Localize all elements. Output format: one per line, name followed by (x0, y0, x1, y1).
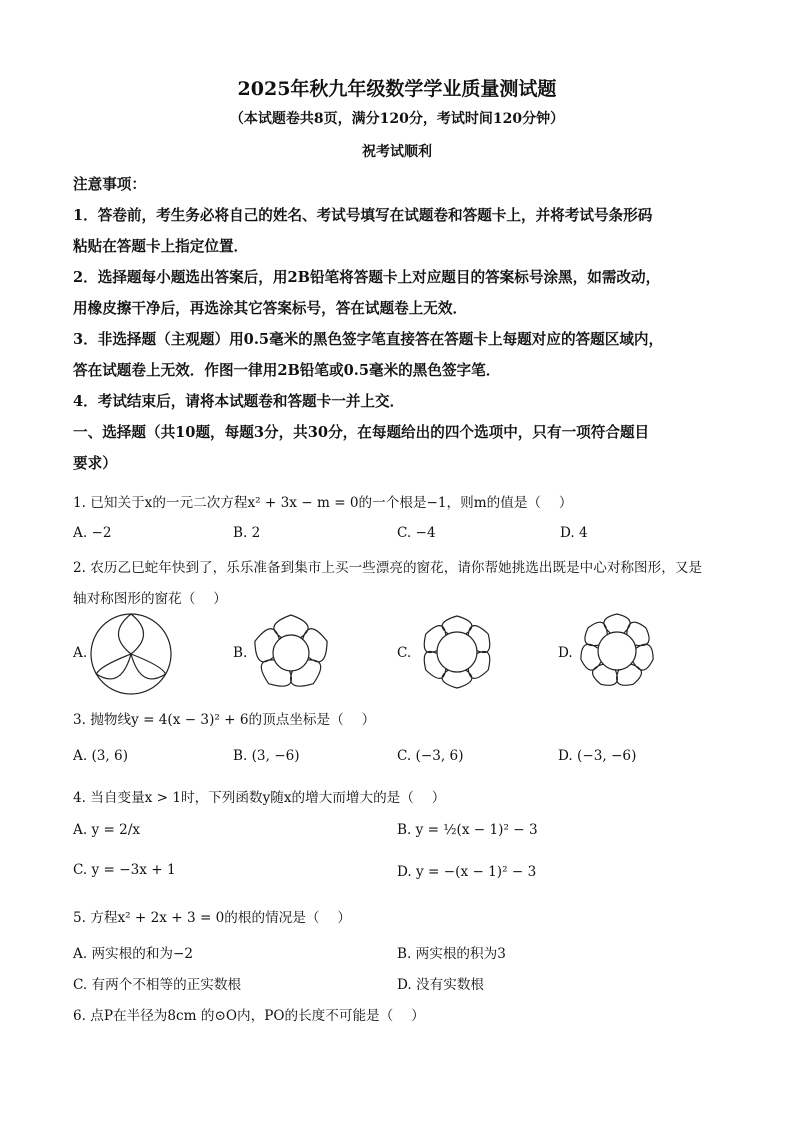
q1-stem: 1. 已知关于x的一元二次方程x² + 3x − m = 0的一个根是−1，则m的值是（ ） (73, 495, 573, 511)
q3-option-d: D. (−3, −6) (558, 748, 637, 764)
q1-option-a: A. −2 (73, 525, 112, 541)
notice-line-1: 1．答卷前，考生务必将自己的姓名、考试号填写在试题卷和答题卡上，并将考试号条形码 (73, 207, 653, 224)
q3-stem: 3. 抛物线y = 4(x − 3)² + 6的顶点坐标是（ ） (73, 712, 376, 728)
q5-option-a: A. 两实根的和为−2 (73, 946, 194, 962)
q2-figure-c (414, 613, 500, 691)
q1-option-b: B. 2 (233, 525, 261, 541)
q6-stem: 6. 点P在半径为8cm 的⊙O内，PO的长度不可能是（ ） (73, 1008, 425, 1024)
q2-label-b: B. (233, 645, 248, 661)
exam-subtitle: （本试题卷共8页，满分120分，考试时间120分钟） (229, 111, 565, 127)
q5-option-c: C. 有两个不相等的正实数根 (73, 977, 242, 993)
section-heading-line-1: 一、选择题（共10题，每题3分，共30分，在每题给出的四个选项中，只有一项符合题目 (73, 424, 650, 441)
q5-stem: 5. 方程x² + 2x + 3 = 0的根的情况是（ ） (73, 910, 351, 926)
q2-label-d: D. (558, 645, 573, 661)
q3-option-a: A. (3, 6) (73, 748, 129, 764)
q2-figure-d (574, 611, 660, 691)
notice-line-5: 3．非选择题（主观题）用0.5毫米的黑色签字笔直接答在答题卡上每题对应的答题区域内， (73, 331, 664, 348)
q2-stem-line-1: 2. 农历乙巳蛇年快到了，乐乐准备到集市上买一些漂亮的窗花，请你帮她挑选出既是中心对称图形，又是 (73, 560, 703, 576)
exam-wish: 祝考试顺利 (362, 144, 432, 160)
q1-option-d: D. 4 (560, 525, 588, 541)
q4-option-b: B. y = ½(x − 1)² − 3 (397, 822, 538, 838)
notice-line-4: 用橡皮擦干净后，再选涂其它答案标号，答在试题卷上无效． (73, 300, 468, 317)
flower-center-ring (598, 632, 636, 670)
flower-petals (424, 616, 489, 688)
q4-option-a: A. y = 2/x (73, 822, 141, 838)
notice-line-3: 2．选择题每小题选出答案后，用2B铅笔将答题卡上对应题目的答案标号涂黑，如需改动， (73, 269, 661, 286)
notice-line-6: 答在试题卷上无效．作图一律用2B铅笔或0.5毫米的黑色签字笔． (73, 362, 501, 379)
q5-option-d: D. 没有实数根 (397, 977, 485, 993)
q2-stem-line-2: 轴对称图形的窗花（ ） (73, 591, 227, 607)
q4-option-d: D. y = −(x − 1)² − 3 (397, 864, 537, 880)
flower-center-ring (273, 635, 309, 671)
notice-heading: 注意事项： (73, 176, 146, 193)
section-heading-line-2: 要求） (73, 455, 117, 472)
notice-line-2: 粘贴在答题卡上指定位置． (73, 238, 249, 255)
q2-label-a: A. (73, 645, 88, 661)
notice-line-7: 4．考试结束后，请将本试题卷和答题卡一并上交． (73, 393, 405, 410)
flower-petals (581, 614, 653, 685)
flower-center-ring (437, 632, 477, 672)
q4-stem: 4. 当自变量x > 1时，下列函数y随x的增大而增大的是（ ） (73, 790, 446, 806)
q2-figure-a (88, 611, 174, 697)
q2-label-c: C. (397, 645, 412, 661)
q3-option-b: B. (3, −6) (233, 748, 300, 764)
q1-option-c: C. −4 (397, 525, 436, 541)
q5-option-b: B. 两实根的积为3 (397, 946, 506, 962)
q4-option-c: C. y = −3x + 1 (73, 862, 176, 878)
q2-figure-b (248, 611, 334, 691)
flower-petals (255, 615, 327, 686)
exam-title: 2025年秋九年级数学学业质量测试题 (237, 78, 557, 100)
q3-option-c: C. (−3, 6) (397, 748, 464, 764)
